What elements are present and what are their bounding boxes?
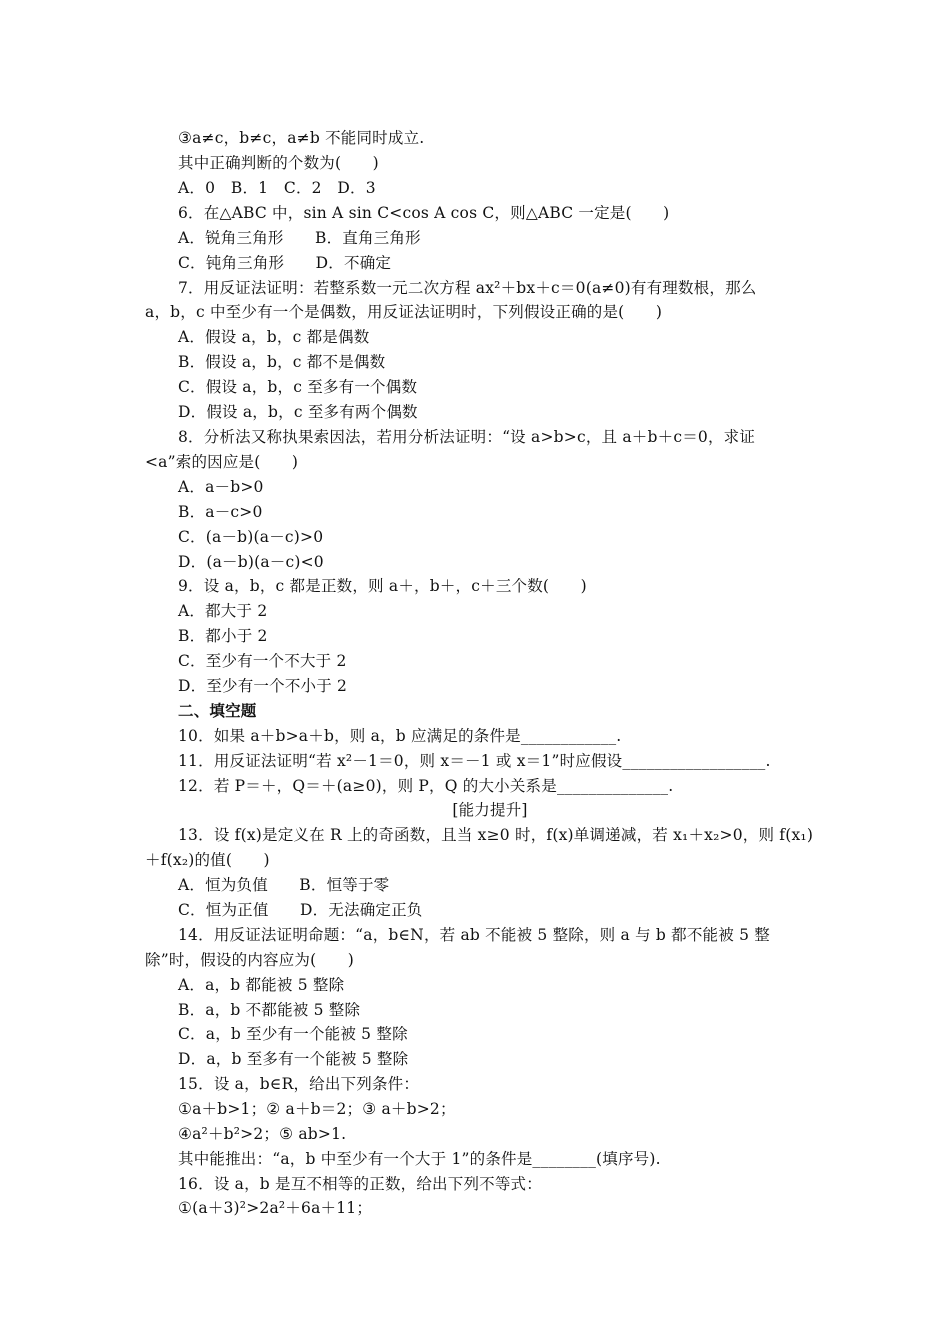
q14-option-d: D．a，b 至多有一个能被 5 整除 [178, 1050, 409, 1068]
q8-stem-line2: <a”索的因应是( ) [145, 453, 299, 471]
q7-option-c: C．假设 a，b，c 至多有一个偶数 [178, 378, 418, 396]
q7-stem-line2: a，b，c 中至少有一个是偶数，用反证法证明时，下列假设正确的是( ) [145, 303, 663, 321]
q15-conditions-4-5: ④a²＋b²>2；⑤ ab>1. [178, 1125, 347, 1143]
q9-option-d: D．至少有一个不小于 2 [178, 677, 348, 695]
q13-options-ab: A．恒为负值 B．恒等于零 [178, 876, 390, 894]
q9-stem: 9．设 a，b，c 都是正数，则 a＋，b＋，c＋三个数( ) [178, 577, 587, 595]
section-heading-advanced: [能力提升] [452, 801, 528, 819]
q14-stem-line2: 除”时，假设的内容应为( ) [145, 951, 355, 969]
q13-stem-line1: 13．设 f(x)是定义在 R 上的奇函数，且当 x≥0 时，f(x)单调递减，若 x₁＋x₂>0，则 f(x₁) [178, 826, 814, 844]
q8-option-d: D．(a－b)(a－c)<0 [178, 553, 324, 571]
q9-option-b: B．都小于 2 [178, 627, 268, 645]
q16-inequality-1: ①(a＋3)²>2a²＋6a＋11； [178, 1199, 373, 1217]
q8-option-a: A．a－b>0 [178, 478, 264, 496]
q13-options-cd: C．恒为正值 D．无法确定正负 [178, 901, 423, 919]
q10-stem: 10．如果 a＋b>a＋b，则 a，b 应满足的条件是____________. [178, 727, 622, 745]
q8-option-b: B．a－c>0 [178, 503, 263, 521]
q15-prompt: 其中能推出：“a，b 中至少有一个大于 1”的条件是________(填序号). [178, 1150, 661, 1168]
q7-option-d: D．假设 a，b，c 至多有两个偶数 [178, 403, 418, 421]
section-heading-fill-in: 二、填空题 [178, 702, 257, 720]
q8-option-c: C．(a－b)(a－c)>0 [178, 528, 324, 546]
q12-stem: 12．若 P＝＋，Q＝＋(a≥0)，则 P，Q 的大小关系是______________. [178, 777, 674, 795]
q16-stem: 16．设 a，b 是互不相等的正数，给出下列不等式： [178, 1175, 542, 1193]
q9-option-a: A．都大于 2 [178, 602, 268, 620]
q7-option-a: A．假设 a，b，c 都是偶数 [178, 328, 370, 346]
q7-option-b: B．假设 a，b，c 都不是偶数 [178, 353, 386, 371]
q15-stem: 15．设 a，b∈R，给出下列条件： [178, 1075, 420, 1093]
q5-prompt: 其中正确判断的个数为( ) [178, 154, 379, 172]
q5-statement-3: ③a≠c，b≠c，a≠b 不能同时成立. [178, 129, 425, 147]
q7-stem-line1: 7．用反证法证明：若整系数一元二次方程 ax²＋bx＋c＝0(a≠0)有有理数根，那么 [178, 279, 757, 297]
q14-stem-line1: 14．用反证法证明命题：“a，b∈N，若 ab 不能被 5 整除，则 a 与 b 都不能被 5 整 [178, 926, 770, 944]
q9-option-c: C．至少有一个不大于 2 [178, 652, 347, 670]
q13-stem-line2: ＋f(x₂)的值( ) [145, 851, 270, 869]
q14-option-a: A．a，b 都能被 5 整除 [178, 976, 345, 994]
q8-stem-line1: 8．分析法又称执果索因法，若用分析法证明：“设 a>b>c，且 a＋b＋c＝0，求证 [178, 428, 756, 446]
q15-conditions-1-3: ①a＋b>1；② a＋b＝2；③ a＋b>2； [178, 1100, 456, 1118]
q6-stem: 6．在△ABC 中，sin A sin C<cos A cos C，则△ABC 一定是( ) [178, 204, 670, 222]
q6-options-cd: C．钝角三角形 D．不确定 [178, 254, 392, 272]
q6-options-ab: A．锐角三角形 B．直角三角形 [178, 229, 421, 247]
q14-option-c: C．a，b 至少有一个能被 5 整除 [178, 1025, 408, 1043]
q5-options: A．0 B．1 C．2 D．3 [178, 179, 376, 197]
q11-stem: 11．用反证法证明“若 x²－1＝0，则 x＝－1 或 x＝1”时应假设__________________. [178, 752, 771, 770]
q14-option-b: B．a，b 不都能被 5 整除 [178, 1001, 361, 1019]
